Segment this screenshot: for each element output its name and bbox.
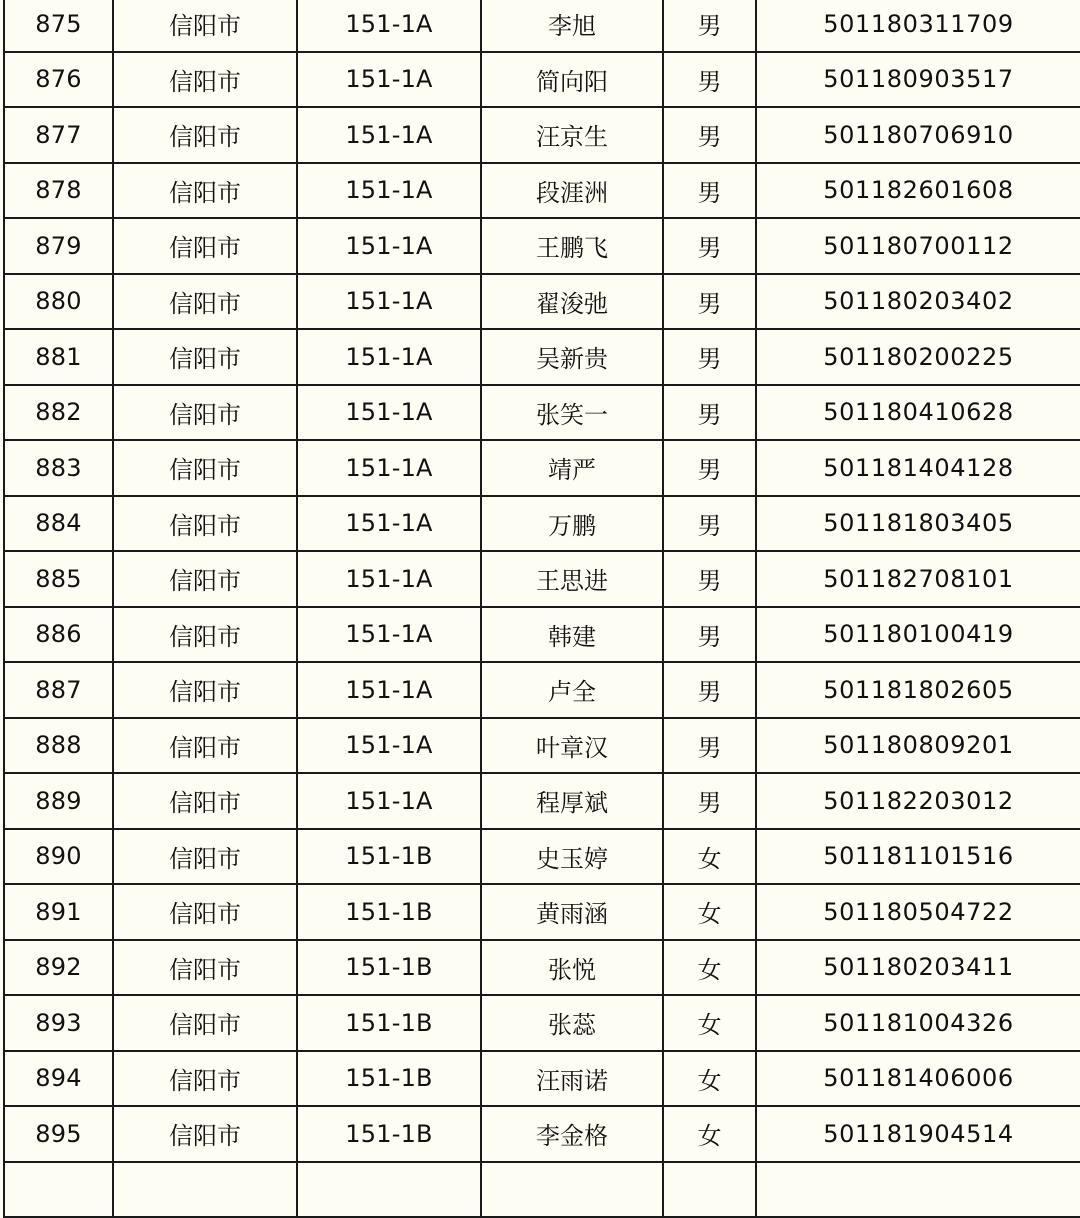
exam-id-cell: 501182203012 — [756, 773, 1080, 829]
exam-id-cell: 501180700112 — [756, 218, 1080, 274]
gender-cell: 男 — [663, 607, 756, 663]
table-row — [4, 1051, 1080, 1107]
exam-id-cell: 501180903517 — [756, 52, 1080, 108]
student-name-cell: 张悦 — [481, 940, 663, 996]
gender-cell — [663, 1162, 756, 1218]
student-name-cell: 王鹏飞 — [481, 218, 663, 274]
table-row — [4, 884, 1080, 940]
row-number-cell: 892 — [4, 940, 113, 996]
exam-id-cell: 501180100419 — [756, 607, 1080, 663]
exam-room-cell: 151-1A — [297, 218, 481, 274]
exam-id-cell: 501180410628 — [756, 385, 1080, 441]
table-row — [4, 0, 1080, 52]
city-cell: 信阳市 — [113, 218, 297, 274]
table-row — [4, 551, 1080, 607]
student-name-cell: 翟浚弛 — [481, 274, 663, 330]
exam-id-cell: 501180203402 — [756, 274, 1080, 330]
roster-table-body — [4, 0, 1080, 1217]
exam-room-cell: 151-1B — [297, 995, 481, 1051]
gender-cell: 男 — [663, 0, 756, 52]
student-name-cell: 段涯洲 — [481, 163, 663, 219]
row-number-cell: 891 — [4, 884, 113, 940]
table-row — [4, 274, 1080, 330]
row-number-cell: 875 — [4, 0, 113, 52]
student-name-cell: 韩建 — [481, 607, 663, 663]
gender-cell: 男 — [663, 496, 756, 552]
city-cell: 信阳市 — [113, 52, 297, 108]
gender-cell: 男 — [663, 218, 756, 274]
city-cell: 信阳市 — [113, 829, 297, 885]
student-name-cell: 张笑一 — [481, 385, 663, 441]
gender-cell: 男 — [663, 718, 756, 774]
gender-cell: 女 — [663, 1106, 756, 1162]
table-row — [4, 1106, 1080, 1162]
table-row-partial — [4, 1162, 1080, 1218]
gender-cell: 男 — [663, 440, 756, 496]
gender-cell: 女 — [663, 940, 756, 996]
exam-room-cell: 151-1A — [297, 0, 481, 52]
row-number-cell: 895 — [4, 1106, 113, 1162]
row-number-cell: 889 — [4, 773, 113, 829]
city-cell: 信阳市 — [113, 0, 297, 52]
exam-id-cell: 501180311709 — [756, 0, 1080, 52]
city-cell: 信阳市 — [113, 1051, 297, 1107]
exam-room-cell — [297, 1162, 481, 1218]
city-cell: 信阳市 — [113, 496, 297, 552]
table-row — [4, 496, 1080, 552]
city-cell: 信阳市 — [113, 607, 297, 663]
city-cell: 信阳市 — [113, 773, 297, 829]
exam-id-cell: 501182708101 — [756, 551, 1080, 607]
student-name-cell: 黄雨涵 — [481, 884, 663, 940]
row-number-cell: 886 — [4, 607, 113, 663]
exam-room-cell: 151-1A — [297, 551, 481, 607]
exam-id-cell: 501180809201 — [756, 718, 1080, 774]
student-name-cell: 卢全 — [481, 662, 663, 718]
table-row — [4, 940, 1080, 996]
row-number-cell: 879 — [4, 218, 113, 274]
row-number-cell: 893 — [4, 995, 113, 1051]
exam-room-cell: 151-1A — [297, 107, 481, 163]
row-number-cell: 894 — [4, 1051, 113, 1107]
exam-room-cell: 151-1A — [297, 496, 481, 552]
table-row — [4, 773, 1080, 829]
exam-id-cell: 501181004326 — [756, 995, 1080, 1051]
table-row — [4, 607, 1080, 663]
row-number-cell: 878 — [4, 163, 113, 219]
gender-cell: 男 — [663, 662, 756, 718]
row-number-cell: 877 — [4, 107, 113, 163]
city-cell: 信阳市 — [113, 385, 297, 441]
exam-room-cell: 151-1B — [297, 829, 481, 885]
exam-id-cell — [756, 1162, 1080, 1218]
exam-room-cell: 151-1A — [297, 385, 481, 441]
exam-room-cell: 151-1A — [297, 662, 481, 718]
exam-id-cell: 501181802605 — [756, 662, 1080, 718]
city-cell: 信阳市 — [113, 163, 297, 219]
city-cell: 信阳市 — [113, 718, 297, 774]
row-number-cell — [4, 1162, 113, 1218]
student-name-cell: 汪雨诺 — [481, 1051, 663, 1107]
city-cell: 信阳市 — [113, 440, 297, 496]
city-cell: 信阳市 — [113, 274, 297, 330]
gender-cell: 男 — [663, 163, 756, 219]
city-cell — [113, 1162, 297, 1218]
gender-cell: 男 — [663, 329, 756, 385]
exam-room-cell: 151-1A — [297, 329, 481, 385]
table-row — [4, 829, 1080, 885]
gender-cell: 男 — [663, 385, 756, 441]
exam-room-cell: 151-1B — [297, 940, 481, 996]
city-cell: 信阳市 — [113, 940, 297, 996]
gender-cell: 女 — [663, 995, 756, 1051]
student-name-cell: 王思进 — [481, 551, 663, 607]
student-name-cell: 叶章汉 — [481, 718, 663, 774]
gender-cell: 男 — [663, 107, 756, 163]
city-cell: 信阳市 — [113, 662, 297, 718]
exam-room-cell: 151-1B — [297, 1051, 481, 1107]
exam-id-cell: 501182601608 — [756, 163, 1080, 219]
table-row — [4, 440, 1080, 496]
row-number-cell: 876 — [4, 52, 113, 108]
student-name-cell: 汪京生 — [481, 107, 663, 163]
student-name-cell: 吴新贵 — [481, 329, 663, 385]
exam-id-cell: 501181406006 — [756, 1051, 1080, 1107]
city-cell: 信阳市 — [113, 995, 297, 1051]
exam-room-cell: 151-1A — [297, 52, 481, 108]
student-name-cell: 史玉婷 — [481, 829, 663, 885]
exam-id-cell: 501180504722 — [756, 884, 1080, 940]
exam-room-cell: 151-1B — [297, 1106, 481, 1162]
student-name-cell: 李旭 — [481, 0, 663, 52]
exam-id-cell: 501180203411 — [756, 940, 1080, 996]
exam-room-cell: 151-1A — [297, 718, 481, 774]
table-row — [4, 52, 1080, 108]
exam-id-cell: 501181404128 — [756, 440, 1080, 496]
exam-id-cell: 501181904514 — [756, 1106, 1080, 1162]
row-number-cell: 883 — [4, 440, 113, 496]
city-cell: 信阳市 — [113, 884, 297, 940]
exam-id-cell: 501180200225 — [756, 329, 1080, 385]
student-name-cell — [481, 1162, 663, 1218]
gender-cell: 女 — [663, 829, 756, 885]
exam-id-cell: 501180706910 — [756, 107, 1080, 163]
student-name-cell: 张蕊 — [481, 995, 663, 1051]
city-cell: 信阳市 — [113, 107, 297, 163]
table-row — [4, 995, 1080, 1051]
exam-room-cell: 151-1A — [297, 274, 481, 330]
row-number-cell: 884 — [4, 496, 113, 552]
gender-cell: 男 — [663, 551, 756, 607]
student-name-cell: 李金格 — [481, 1106, 663, 1162]
table-row — [4, 218, 1080, 274]
gender-cell: 女 — [663, 1051, 756, 1107]
student-name-cell: 简向阳 — [481, 52, 663, 108]
gender-cell: 男 — [663, 52, 756, 108]
exam-room-cell: 151-1A — [297, 773, 481, 829]
table-row — [4, 718, 1080, 774]
exam-room-cell: 151-1A — [297, 440, 481, 496]
exam-room-cell: 151-1A — [297, 607, 481, 663]
table-row — [4, 163, 1080, 219]
table-row — [4, 329, 1080, 385]
table-row — [4, 107, 1080, 163]
gender-cell: 男 — [663, 773, 756, 829]
row-number-cell: 882 — [4, 385, 113, 441]
row-number-cell: 890 — [4, 829, 113, 885]
gender-cell: 男 — [663, 274, 756, 330]
roster-table — [3, 0, 1080, 1218]
city-cell: 信阳市 — [113, 1106, 297, 1162]
student-name-cell: 靖严 — [481, 440, 663, 496]
exam-room-cell: 151-1A — [297, 163, 481, 219]
row-number-cell: 887 — [4, 662, 113, 718]
city-cell: 信阳市 — [113, 551, 297, 607]
row-number-cell: 888 — [4, 718, 113, 774]
table-row — [4, 662, 1080, 718]
exam-id-cell: 501181803405 — [756, 496, 1080, 552]
row-number-cell: 880 — [4, 274, 113, 330]
exam-id-cell: 501181101516 — [756, 829, 1080, 885]
city-cell: 信阳市 — [113, 329, 297, 385]
table-row — [4, 385, 1080, 441]
student-name-cell: 万鹏 — [481, 496, 663, 552]
exam-room-cell: 151-1B — [297, 884, 481, 940]
row-number-cell: 885 — [4, 551, 113, 607]
student-name-cell: 程厚斌 — [481, 773, 663, 829]
gender-cell: 女 — [663, 884, 756, 940]
row-number-cell: 881 — [4, 329, 113, 385]
